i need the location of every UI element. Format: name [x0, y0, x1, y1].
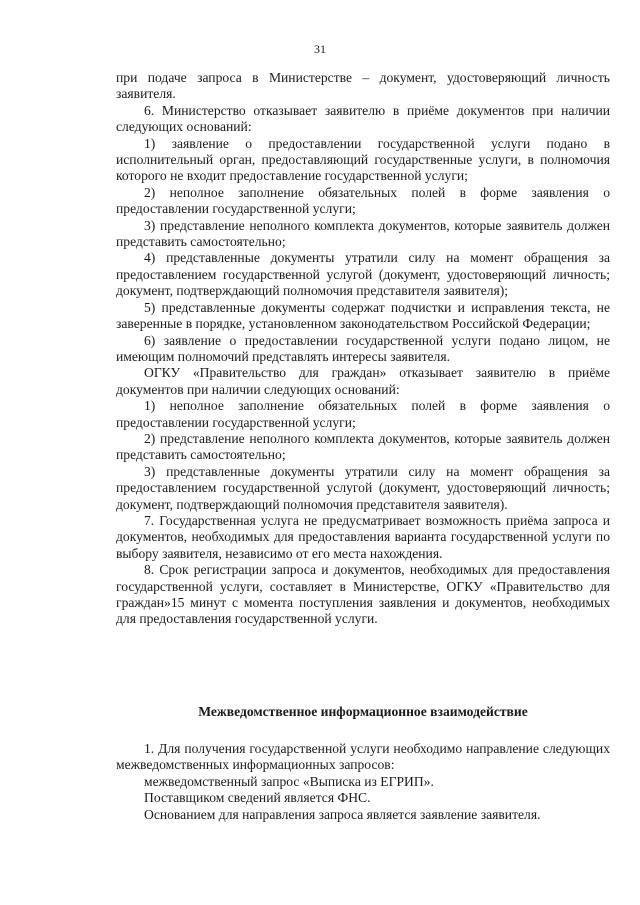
- section-text: [116, 741, 610, 823]
- paragraph-0: при подаче запроса в Министерстве – документ, удостоверяющий личность заявителя.: [116, 70, 610, 102]
- paragraph-10: 2) представление неполного комплекта документов, которые заявитель должен представить самостоятельно;: [116, 430, 610, 463]
- paragraph-7: 6) заявление о предоставлении государственной услуги подано лицом, не имеющим полномочий представлять интересы заявителя.: [116, 332, 610, 364]
- section-heading: Межведомственное информационное взаимодействие: [198, 704, 528, 719]
- section-paragraph-2: Поставщиком сведений является ФНС.: [144, 790, 371, 806]
- page-number: 31: [314, 42, 326, 56]
- paragraph-2: 1) заявление о предоставлении государственной услуги подано в исполнительный орган, предоставляющий государственные услуги, в полномочия которого не входит предоставление государственной услуги;: [116, 135, 610, 184]
- paragraph-9: 1) неполное заполнение обязательных полей в форме заявления о предоставлении государственной услуги;: [116, 398, 610, 430]
- paragraph-5: 4) представленные документы утратили силу на момент обращения за предоставлением государственной услугой (документ, удостоверяющий личность; документ, подтверждающий полномочия представителя заявителя);: [116, 250, 610, 299]
- paragraph-8: ОГКУ «Правительство для граждан» отказывает заявителю в приёме документов при наличии следующих оснований:: [116, 365, 610, 397]
- paragraph-11: 3) представленные документы утратили силу на момент обращения за предоставлением государственной услугой (документ, удостоверяющий личность; документ, подтверждающий полномочия представителя заявителя).: [116, 463, 610, 512]
- paragraph-1: 6. Министерство отказывает заявителю в приёме документов при наличии следующих оснований:: [116, 102, 610, 135]
- paragraph-3: 2) неполное заполнение обязательных полей в форме заявления о предоставлении государственной услуги;: [116, 184, 610, 217]
- paragraph-4: 3) представление неполного комплекта документов, которые заявитель должен представить самостоятельно;: [116, 217, 610, 250]
- section-paragraph-1: межведомственный запрос «Выписка из ЕГРИП».: [144, 773, 434, 789]
- paragraph-13: 8. Срок регистрации запроса и документов, необходимых для предоставления государственной услуги, составляет в Министерстве, ОГКУ «Правительство для граждан»15 минут с момента поступления заявления и документов, необходимых для предоставления государственной услуги.: [116, 562, 610, 627]
- main-text: [116, 70, 610, 628]
- paragraph-6: 5) представленные документы содержат подчистки и исправления текста, не заверенные в порядке, установленном законодательством Российской Федерации;: [116, 299, 610, 332]
- section-paragraph-0: 1. Для получения государственной услуги необходимо направление следующих межведомственных информационных запросов:: [116, 741, 610, 773]
- section-paragraph-3: Основанием для направления запроса является заявление заявителя.: [144, 806, 541, 822]
- paragraph-12: 7. Государственная услуга не предусматривает возможность приёма запроса и документов, необходимых для предоставления варианта государственной услуги по выбору заявителя, независимо от его места нахождения.: [116, 512, 610, 561]
